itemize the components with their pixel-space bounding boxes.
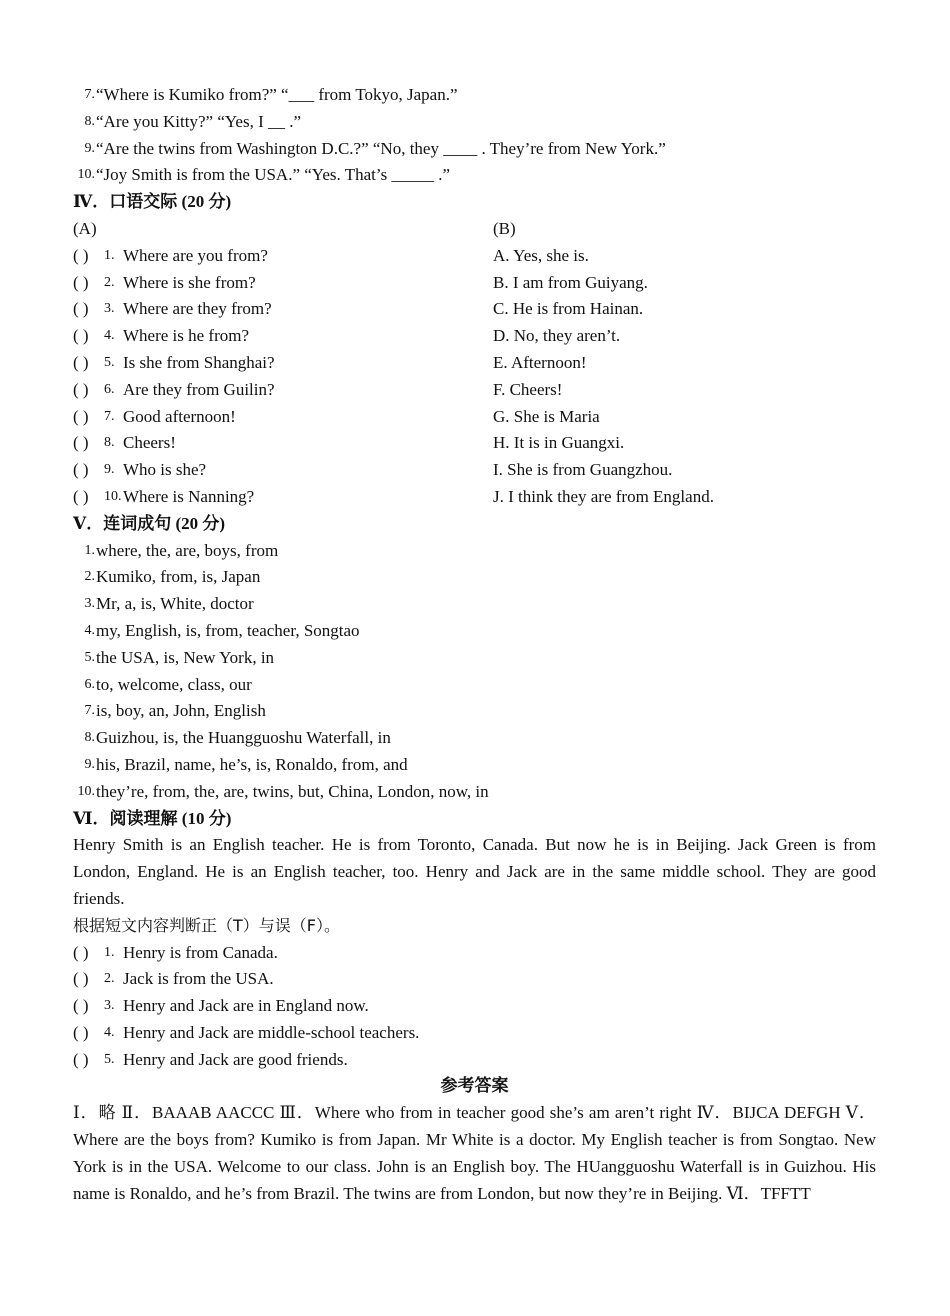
item-number: 9. — [84, 756, 95, 772]
answer-parentheses[interactable]: ( ) — [73, 969, 89, 989]
item-number: 1. — [104, 247, 115, 263]
sentence-item — [73, 564, 876, 591]
item-number: 2. — [84, 569, 95, 585]
question-row — [73, 296, 493, 323]
item-number: 10. — [104, 488, 122, 504]
answer-key-text: Ⅰ．略 Ⅱ．BAAAB AACCC Ⅲ．Where who from in teacher good she’s am aren’t right Ⅳ．BIJCA DEFGH Ⅴ．Where are the boys from? Kumiko is from Japan. Mr White is a doctor. My English teacher is from Songtao. New York is in the USA. Welcome to our class. John is an English boy. The HUangguoshu Waterfall is in Guizhou. His name is Ronaldo, and he’s from Brazil. The twins are from London, but now they’re in Beijing. Ⅵ．TFFTT — [73, 1103, 876, 1203]
item-text: where, the, are, boys, from — [96, 540, 279, 560]
item-number: 5. — [84, 649, 95, 665]
item-number: 8. — [104, 435, 115, 451]
item-text: to, welcome, class, our — [96, 674, 252, 694]
answer-parentheses[interactable]: ( ) — [73, 996, 89, 1016]
answer-parentheses[interactable]: ( ) — [73, 326, 89, 346]
question-text: Where are they from? — [123, 299, 272, 319]
question-text: Where are you from? — [123, 245, 268, 265]
answer-option: H. It is in Guangxi. — [493, 433, 625, 453]
sentence-list — [73, 538, 876, 806]
sentence-item — [73, 779, 876, 806]
answer-option: B. I am from Guiyang. — [493, 272, 648, 292]
sentence-item — [73, 538, 876, 565]
item-text: Kumiko, from, is, Japan — [96, 567, 261, 587]
question-row — [73, 457, 493, 484]
true-false-item — [73, 1047, 876, 1074]
item-text: “Joy Smith is from the USA.” “Yes. That’s _____ .” — [96, 165, 451, 185]
answer-parentheses[interactable]: ( ) — [73, 942, 89, 962]
item-number: 3. — [84, 596, 95, 612]
item-number: 10. — [77, 167, 95, 183]
answer-parentheses[interactable]: ( ) — [73, 272, 89, 292]
item-text: Henry and Jack are in England now. — [123, 996, 369, 1016]
column-a — [73, 216, 493, 511]
true-false-item — [73, 940, 876, 967]
item-text: Guizhou, is, the Huangguoshu Waterfall, in — [96, 728, 391, 748]
item-text: the USA, is, New York, in — [96, 647, 275, 667]
worksheet-page — [73, 82, 876, 1207]
answer-option: A. Yes, she is. — [493, 245, 589, 265]
sentence-item — [73, 591, 876, 618]
fill-blank-item — [73, 136, 876, 163]
question-text: Cheers! — [123, 433, 176, 453]
section-heading-speaking: Ⅳ．口语交际 (20 分) — [73, 192, 232, 212]
answer-option: C. He is from Hainan. — [493, 299, 644, 319]
item-number: 9. — [84, 140, 95, 156]
answer-parentheses[interactable]: ( ) — [73, 1022, 89, 1042]
answer-parentheses[interactable]: ( ) — [73, 352, 89, 372]
item-number: 4. — [84, 622, 95, 638]
item-text: Mr, a, is, White, doctor — [96, 594, 254, 614]
answer-option: I. She is from Guangzhou. — [493, 460, 673, 480]
column-a-label: (A) — [73, 218, 97, 238]
answer-parentheses[interactable]: ( ) — [73, 299, 89, 319]
question-text: Good afternoon! — [123, 406, 236, 426]
item-number: 1. — [104, 944, 115, 960]
fill-blank-item — [73, 162, 876, 189]
answer-parentheses[interactable]: ( ) — [73, 433, 89, 453]
item-text: “Where is Kumiko from?” “___ from Tokyo, Japan.” — [96, 85, 458, 104]
true-false-item — [73, 966, 876, 993]
section-heading-reading: Ⅵ．阅读理解 (10 分) — [73, 808, 232, 828]
item-number: 8. — [84, 113, 95, 129]
question-row — [73, 377, 493, 404]
answer-option: G. She is Maria — [493, 406, 600, 426]
item-number: 9. — [104, 462, 115, 478]
sentence-item — [73, 672, 876, 699]
answer-option: E. Afternoon! — [493, 352, 587, 372]
answer-key-title: 参考答案 — [440, 1076, 509, 1096]
question-row — [73, 430, 493, 457]
question-row — [73, 270, 493, 297]
answer-parentheses[interactable]: ( ) — [73, 1049, 89, 1069]
item-number: 8. — [84, 730, 95, 746]
item-number: 2. — [104, 274, 115, 290]
item-text: his, Brazil, name, he’s, is, Ronaldo, from, and — [96, 754, 408, 774]
sentence-item — [73, 645, 876, 672]
answer-option: D. No, they aren’t. — [493, 326, 621, 346]
question-text: Where is he from? — [123, 326, 250, 346]
question-text: Who is she? — [123, 460, 207, 480]
fill-blank-item — [73, 82, 876, 109]
question-row — [73, 323, 493, 350]
question-row — [73, 404, 493, 431]
answer-option: J. I think they are from England. — [493, 486, 714, 506]
question-text: Are they from Guilin? — [123, 379, 275, 399]
sentence-item — [73, 618, 876, 645]
item-text: “Are the twins from Washington D.C.?” “No, they ____ . They’re from New York.” — [96, 138, 666, 158]
column-b — [493, 216, 876, 511]
item-number: 2. — [104, 971, 115, 987]
item-text: Henry and Jack are good friends. — [123, 1049, 348, 1069]
question-text: Is she from Shanghai? — [123, 352, 275, 372]
item-text: “Are you Kitty?” “Yes, I __ .” — [96, 111, 302, 131]
true-false-item — [73, 1020, 876, 1047]
item-number: 7. — [84, 87, 95, 102]
true-false-item — [73, 993, 876, 1020]
item-number: 4. — [104, 328, 115, 344]
item-number: 10. — [77, 783, 95, 799]
item-number: 5. — [104, 1051, 115, 1067]
sentence-item — [73, 725, 876, 752]
reading-passage: Henry Smith is an English teacher. He is from Toronto, Canada. But now he is in Beijing. Jack Green is from London, England. He is an English teacher, too. Henry and Jack are in the same middle school. They are good friends. — [73, 835, 876, 908]
reading-instruction: 根据短文内容判断正（T）与误（F）。 — [73, 915, 340, 935]
item-text: they’re, from, the, are, twins, but, China, London, now, in — [96, 781, 489, 801]
sentence-item — [73, 752, 876, 779]
item-text: Jack is from the USA. — [123, 969, 274, 989]
answer-option: F. Cheers! — [493, 379, 563, 399]
answer-parentheses[interactable]: ( ) — [73, 486, 89, 506]
fill-blank-item — [73, 109, 876, 136]
item-text: Henry and Jack are middle-school teachers. — [123, 1022, 420, 1042]
fill-blank-list — [73, 82, 876, 189]
item-number: 6. — [104, 381, 115, 397]
item-number: 1. — [84, 542, 95, 558]
item-text: my, English, is, from, teacher, Songtao — [96, 620, 360, 640]
answer-parentheses[interactable]: ( ) — [73, 245, 89, 265]
question-row — [73, 484, 493, 511]
answer-parentheses[interactable]: ( ) — [73, 379, 89, 399]
item-number: 7. — [84, 703, 95, 719]
column-b-label: (B) — [493, 218, 516, 238]
section-heading-sentences: Ⅴ．连词成句 (20 分) — [73, 513, 226, 533]
sentence-item — [73, 698, 876, 725]
question-text: Where is she from? — [123, 272, 256, 292]
question-text: Where is Nanning? — [123, 486, 255, 506]
item-number: 6. — [84, 676, 95, 692]
answer-parentheses[interactable]: ( ) — [73, 406, 89, 426]
true-false-list — [73, 940, 876, 1074]
item-number: 5. — [104, 354, 115, 370]
item-number: 3. — [104, 998, 115, 1014]
item-text: Henry is from Canada. — [123, 942, 278, 962]
item-number: 3. — [104, 301, 115, 317]
item-text: is, boy, an, John, English — [96, 701, 266, 721]
item-number: 7. — [104, 408, 115, 424]
answer-parentheses[interactable]: ( ) — [73, 460, 89, 480]
item-number: 4. — [104, 1024, 115, 1040]
question-row — [73, 350, 493, 377]
question-row — [73, 243, 493, 270]
matching-section — [73, 216, 876, 511]
